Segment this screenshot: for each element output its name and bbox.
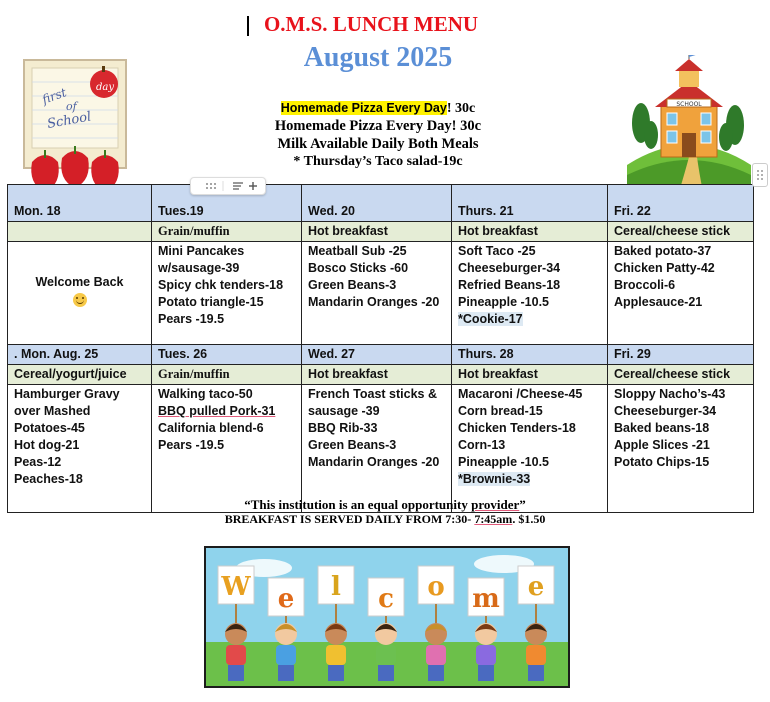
menu-item: Meatball Sub -25 xyxy=(308,244,407,258)
menu-item: Pineapple -10.5 xyxy=(458,295,550,309)
table-toolbar[interactable] xyxy=(190,177,266,195)
menu-item: Bosco Sticks -60 xyxy=(308,261,409,275)
menu-item: BBQ pulled Pork-31 xyxy=(158,404,276,418)
day-header: Tues. 26 xyxy=(152,345,302,365)
child-figure xyxy=(275,623,297,681)
week2-day-row xyxy=(8,345,754,365)
pizza-highlight-line: Homemade Pizza Every Day! 30c xyxy=(280,101,476,116)
school-sign-text: SCHOOL xyxy=(676,101,702,108)
menu-item: Corn-13 xyxy=(458,438,506,452)
menu-item: Mini Pancakes xyxy=(158,244,245,258)
week1-breakfast-row xyxy=(8,222,754,242)
lunch-cell-mon xyxy=(8,385,152,513)
lunch-cell-thu xyxy=(452,385,608,513)
day-header: Fri. 29 xyxy=(608,345,754,365)
sign-text-first: first xyxy=(40,85,69,107)
breakfast-cell: Cereal/cheese stick xyxy=(608,222,754,242)
menu-item: Hot dog-21 xyxy=(14,438,80,452)
lunch-cell-thu xyxy=(452,242,608,345)
menu-item: w/sausage-39 xyxy=(158,261,240,275)
day-header: Thurs. 28 xyxy=(452,345,608,365)
menu-item: California blend-6 xyxy=(158,421,264,435)
menu-item: Soft Taco -25 xyxy=(458,244,536,258)
lunch-menu-table xyxy=(7,184,754,513)
menu-item: sausage -39 xyxy=(308,404,380,418)
menu-item: Potato Chips-15 xyxy=(614,455,710,469)
welcome-letter: l xyxy=(331,572,341,602)
milk-line: Milk Available Daily Both Meals xyxy=(277,136,479,152)
menu-item: Green Beans-3 xyxy=(308,278,397,292)
menu-item: Cheeseburger-34 xyxy=(458,261,561,275)
breakfast-cell: Cereal/yogurt/juice xyxy=(8,365,152,385)
lunch-cell-fri xyxy=(608,242,754,345)
lunch-cell-tue xyxy=(152,242,302,345)
sign-text-of: of xyxy=(66,100,77,113)
menu-item: Walking taco-50 xyxy=(158,387,253,401)
menu-item: Hamburger Gravy xyxy=(14,387,120,401)
menu-item: Pineapple -10.5 xyxy=(458,455,550,469)
day-header: Fri. 22 xyxy=(608,185,754,222)
menu-item: Peas-12 xyxy=(14,455,62,469)
month-title: August 2025 xyxy=(303,42,453,73)
child-figure xyxy=(375,623,397,681)
menu-item: *Brownie-33 xyxy=(458,472,531,486)
child-figure xyxy=(525,623,547,681)
day-header: . Mon. Aug. 25 xyxy=(8,345,152,365)
breakfast-cell: Grain/muffin xyxy=(152,365,302,385)
day-header: Wed. 27 xyxy=(302,345,452,365)
child-figure xyxy=(225,623,247,681)
menu-item: Mandarin Oranges -20 xyxy=(308,295,440,309)
menu-item: Baked potato-37 xyxy=(614,244,712,258)
lunch-cell-mon xyxy=(8,242,152,345)
child-figure xyxy=(325,623,347,681)
menu-item: Chicken Tenders-18 xyxy=(458,421,576,435)
breakfast-cell: Grain/muffin xyxy=(152,222,302,242)
menu-item: Baked beans-18 xyxy=(614,421,710,435)
lunch-cell-wed xyxy=(302,242,452,345)
row-drag-handle-icon[interactable] xyxy=(752,163,768,187)
menu-item: Peaches-18 xyxy=(14,472,83,486)
breakfast-hours-statement: BREAKFAST IS SERVED DAILY FROM 7:30- 7:45am. $1.50 xyxy=(224,512,546,526)
welcome-back-text: Welcome Back xyxy=(35,275,124,289)
menu-item: Macaroni /Cheese-45 xyxy=(458,387,583,401)
day-header: Thurs. 21 xyxy=(452,185,608,222)
welcome-letter: o xyxy=(427,572,445,602)
align-icon[interactable] xyxy=(233,183,243,189)
day-header: Tues.19 xyxy=(152,185,302,222)
welcome-letter: m xyxy=(472,584,500,614)
breakfast-cell: Cereal/cheese stick xyxy=(608,365,754,385)
child-figure xyxy=(475,623,497,681)
table-toolbar-icons xyxy=(191,178,265,194)
welcome-letter: c xyxy=(378,584,394,614)
pizza-line: Homemade Pizza Every Day! 30c xyxy=(274,118,482,134)
breakfast-cell xyxy=(8,222,152,242)
lunch-cell-wed xyxy=(302,385,452,513)
drag-handle-icon[interactable] xyxy=(206,183,216,189)
sign-text-day: day xyxy=(96,82,115,93)
welcome-letter: e xyxy=(527,572,545,602)
day-header: Wed. 20 xyxy=(302,185,452,222)
menu-item: Pears -19.5 xyxy=(158,438,225,452)
menu-item: Refried Beans-18 xyxy=(458,278,561,292)
taco-salad-line: * Thursday’s Taco salad-19c xyxy=(293,154,463,169)
smiley-face-icon xyxy=(73,293,87,307)
day-header: Mon. 18 xyxy=(8,185,152,222)
week2-lunch-row xyxy=(8,385,754,513)
menu-item: Spicy chk tenders-18 xyxy=(158,278,284,292)
menu-item: Apple Slices -21 xyxy=(614,438,710,452)
menu-item: over Mashed xyxy=(14,404,91,418)
week1-day-row xyxy=(8,185,754,222)
child-figure xyxy=(425,623,447,681)
menu-item: Mandarin Oranges -20 xyxy=(308,455,440,469)
menu-item: Sloppy Nacho’s-43 xyxy=(614,387,726,401)
lunch-cell-fri xyxy=(608,385,754,513)
menu-item: BBQ Rib-33 xyxy=(308,421,378,435)
page-title: O.M.S. LUNCH MENU xyxy=(263,12,479,36)
welcome-letter: W xyxy=(221,572,251,602)
menu-item: Pears -19.5 xyxy=(158,312,225,326)
breakfast-cell: Hot breakfast xyxy=(452,222,608,242)
equal-opportunity-statement: “This institution is an equal opportunity provider” xyxy=(244,497,526,512)
menu-item: Broccoli-6 xyxy=(614,278,676,292)
lunch-cell-tue xyxy=(152,385,302,513)
menu-item: Cheeseburger-34 xyxy=(614,404,717,418)
menu-item: Potato triangle-15 xyxy=(158,295,264,309)
breakfast-cell: Hot breakfast xyxy=(452,365,608,385)
breakfast-cell: Hot breakfast xyxy=(302,365,452,385)
add-icon[interactable] xyxy=(249,182,257,190)
menu-item: Applesauce-21 xyxy=(614,295,703,309)
week2-breakfast-row xyxy=(8,365,754,385)
welcome-banner-clipart xyxy=(204,546,570,688)
menu-item: Chicken Patty-42 xyxy=(614,261,715,275)
menu-item: Corn bread-15 xyxy=(458,404,543,418)
breakfast-cell: Hot breakfast xyxy=(302,222,452,242)
menu-item: Green Beans-3 xyxy=(308,438,397,452)
welcome-letter: e xyxy=(277,584,295,614)
menu-item: *Cookie-17 xyxy=(458,312,523,326)
menu-item: Potatoes-45 xyxy=(14,421,85,435)
menu-item: French Toast sticks & xyxy=(308,387,437,401)
sign-text-school: School xyxy=(46,109,93,132)
week1-lunch-row xyxy=(8,242,754,345)
